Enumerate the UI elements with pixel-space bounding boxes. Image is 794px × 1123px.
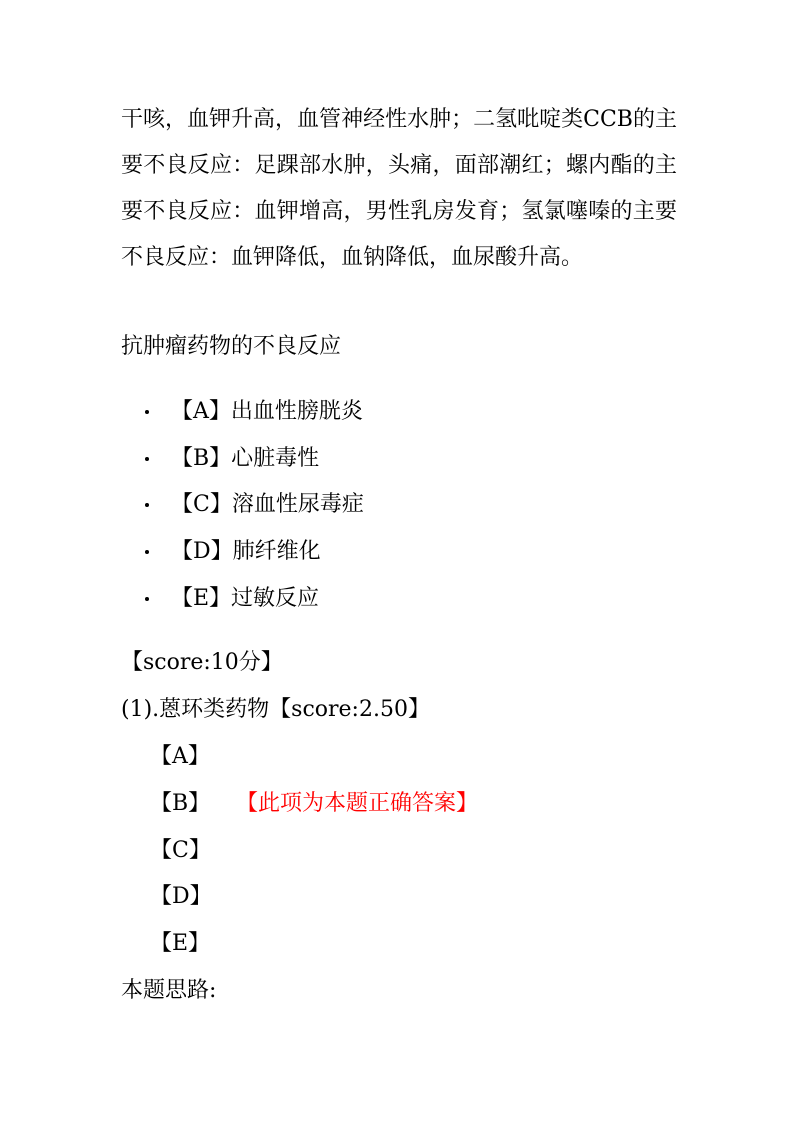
answer-option-a: 【A】 — [150, 744, 210, 769]
option-label: 【A】出血性膀胱炎 — [171, 399, 363, 424]
subquestion-title: (1).蒽环类药物【score:2.50】 — [121, 697, 430, 722]
option-label: 【D】肺纤维化 — [171, 539, 321, 564]
answer-option-b: 【B】 — [150, 791, 211, 816]
bullet-icon — [145, 550, 149, 554]
option-label: 【C】溶血性尿毒症 — [171, 492, 364, 517]
answer-option-c: 【C】 — [150, 838, 211, 863]
bullet-icon — [145, 457, 149, 461]
answer-option-d: 【D】 — [150, 884, 212, 909]
option-label: 【B】心脏毒性 — [171, 446, 320, 471]
question-title: 抗肿瘤药物的不良反应 — [121, 334, 342, 359]
option-label: 【E】过敏反应 — [171, 586, 320, 611]
explanation-paragraph: 干咳，血钾升高，血管神经性水肿；二氢吡啶类CCB的主要不良反应：足踝部水肿，头痛，面部潮红；螺内酯的主要不良反应：血钾增高，男性乳房发育；氢氯噻嗪的主要不良反应：血钾降低，血钠降低，血尿酸升高。 — [121, 107, 677, 270]
bullet-icon — [145, 597, 149, 601]
correct-answer-note: 【此项为本题正确答案】 — [236, 791, 479, 816]
score-total: 【score:10分】 — [121, 650, 283, 675]
bullet-icon — [145, 410, 149, 414]
explanation-label: 本题思路: — [121, 978, 217, 1003]
bullet-icon — [145, 503, 149, 507]
answer-option-e: 【E】 — [150, 931, 211, 956]
